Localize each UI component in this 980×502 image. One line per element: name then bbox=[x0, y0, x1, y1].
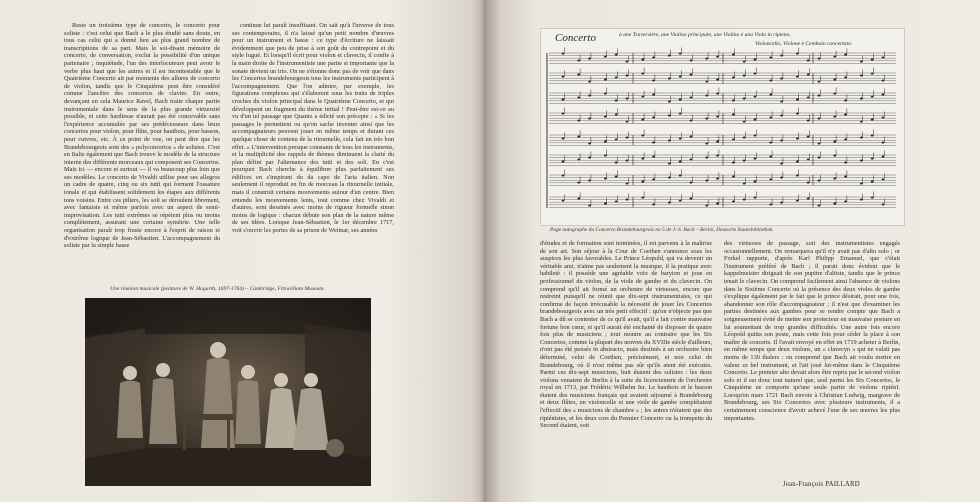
note-head bbox=[732, 100, 735, 102]
note-head bbox=[679, 113, 682, 115]
note-head bbox=[743, 160, 746, 162]
note-head bbox=[732, 201, 735, 203]
note-head bbox=[882, 57, 885, 59]
painting-caption: Une réunion musicale (peinture de W. Hogarth, 1697-1764) – Cambridge, Fitzwilliam Museum. bbox=[110, 286, 325, 292]
score-caption: Page autographe du Concerto Brandebourgeois no 5 de J.-S. Bach – Berlin, Deutsche Staatsbibliothek. bbox=[550, 227, 774, 233]
score-annotation-2: Violoncello, Violone è Cembalo concertato. bbox=[755, 41, 853, 47]
note-head bbox=[705, 180, 708, 182]
note-head bbox=[807, 182, 810, 184]
note-head bbox=[769, 204, 772, 206]
note-head bbox=[780, 115, 783, 117]
note-head bbox=[588, 180, 591, 182]
note-head bbox=[668, 177, 671, 179]
note-head bbox=[796, 200, 799, 202]
note-head bbox=[577, 74, 580, 76]
note-head bbox=[844, 100, 847, 102]
text-column-2 bbox=[232, 22, 394, 276]
note-head bbox=[641, 59, 644, 61]
note-head bbox=[780, 202, 783, 204]
note-head bbox=[882, 204, 885, 206]
note-head bbox=[732, 54, 735, 56]
note-head bbox=[604, 116, 607, 118]
note-head bbox=[743, 199, 746, 201]
note-head bbox=[705, 143, 708, 145]
note-head bbox=[743, 121, 746, 123]
note-head bbox=[769, 179, 772, 181]
note-head bbox=[690, 120, 693, 122]
note-head bbox=[796, 113, 799, 115]
note-head bbox=[860, 183, 863, 185]
note-head bbox=[690, 182, 693, 184]
note-head bbox=[562, 99, 565, 101]
note-head bbox=[615, 176, 618, 178]
note-head bbox=[668, 115, 671, 117]
note-head bbox=[588, 58, 591, 60]
note-head bbox=[780, 177, 783, 179]
note-head bbox=[754, 59, 757, 61]
note-head bbox=[604, 141, 607, 143]
note-head bbox=[679, 76, 682, 78]
note-head bbox=[882, 142, 885, 144]
note-head bbox=[833, 116, 836, 118]
note-head bbox=[716, 116, 719, 118]
score-staves bbox=[541, 29, 904, 225]
note-head bbox=[705, 205, 708, 207]
note-head bbox=[652, 179, 655, 181]
text-column-1 bbox=[64, 22, 220, 276]
note-head bbox=[769, 117, 772, 119]
note-head bbox=[615, 139, 618, 141]
note-head bbox=[882, 117, 885, 119]
score-facsimile bbox=[540, 28, 905, 226]
note-head bbox=[577, 60, 580, 62]
note-head bbox=[807, 198, 810, 200]
note-head bbox=[615, 77, 618, 79]
note-head bbox=[641, 96, 644, 98]
note-head bbox=[796, 99, 799, 101]
note-head bbox=[833, 178, 836, 180]
note-head bbox=[626, 160, 629, 162]
note-head bbox=[807, 159, 810, 161]
note-head bbox=[668, 78, 671, 80]
note-head bbox=[641, 158, 644, 160]
score-annotation-1: à une Traversière, une Violino principale, une Violino è una Viola in ripieno, bbox=[619, 32, 791, 38]
note-head bbox=[641, 119, 644, 121]
note-head bbox=[668, 163, 671, 165]
note-head bbox=[818, 95, 821, 97]
note-head bbox=[754, 181, 757, 183]
text-column-3 bbox=[540, 240, 712, 498]
note-head bbox=[690, 74, 693, 76]
column-2-text: continue lui paraît insuffisant. On sait qu'à l'inverse de tous ses contemporains, il n'a laissé qu'un petit nombre d'œuvres pour un instrument et basse : ce type d'écriture ne laissait évidemment que peu de prise à son goût du contrepoint et du style fugué. Et lorsqu'il écrit pour violon et clavecin, il confie à la main droite de l'instrumentiste une partie si importante que la sonate devient un trio. On ne s'étonne donc pas de voir que dans les Concertos brandebourgeois tous les instruments participent à l'accompagnement. Que l'on admire, par exemple, les figurations complexes qui s'élaborent sous les traits de triples croches du violon principal dans le Quatrième Concerto, et qui développent un fragment du thème initial ! Peut-être est-ce au vu d'un tel passage que Quantz a édicté son précepte : « Si les passages le permettent ou qu'on sache inventer ainsi que les accompagnateurs peuvent jouer en même temps et durant ces quelque chose de contenu de la ritournelle, cela fait un très bon effet. » L'intervention presque constante de tous les instruments, et la multiplicité des rappels de thèmes diminuent la clarté du plan défini par l'alternance des tutti et des soli. En c'est pourquoi Bach cherche à équilibrer plus parfaitement ses édifices en s'inspirant du da capo de l'aria italien. Non seulement il reproduit en fin de morceau la ritournelle initiale, mais il construit certains mouvements autour d'un centre. Bien entendu les mouvements lents, tout comme chez Vivaldi et d'autres, sont dessinés avec moins de rigueur formelle sinon moins de logique : chacun débute son plan de la nature même de ses idées. Lorsque Jean-Sébastien, le 1er décembre 1717, voit s'ouvrir les portes de sa prison de Weimar, ses années bbox=[232, 22, 394, 235]
note-head bbox=[754, 135, 757, 137]
note-head bbox=[604, 93, 607, 95]
note-head bbox=[754, 197, 757, 199]
note-head bbox=[690, 159, 693, 161]
note-head bbox=[562, 175, 565, 177]
note-head bbox=[732, 77, 735, 79]
note-head bbox=[833, 141, 836, 143]
note-head bbox=[615, 162, 618, 164]
note-head bbox=[641, 135, 644, 137]
note-head bbox=[690, 136, 693, 138]
note-head bbox=[668, 101, 671, 103]
score-heading: Concerto bbox=[555, 32, 596, 44]
note-head bbox=[588, 81, 591, 83]
note-head bbox=[818, 157, 821, 159]
note-head bbox=[871, 59, 874, 61]
note-head bbox=[562, 161, 565, 163]
note-head bbox=[716, 141, 719, 143]
note-head bbox=[641, 197, 644, 199]
note-head bbox=[690, 97, 693, 99]
note-head bbox=[705, 81, 708, 83]
note-head bbox=[818, 81, 821, 83]
note-head bbox=[780, 55, 783, 57]
note-head bbox=[604, 178, 607, 180]
note-head bbox=[652, 204, 655, 206]
note-head bbox=[668, 202, 671, 204]
note-head bbox=[732, 139, 735, 141]
note-head bbox=[833, 203, 836, 205]
note-head bbox=[754, 73, 757, 75]
note-head bbox=[668, 140, 671, 142]
note-head bbox=[743, 183, 746, 185]
note-head bbox=[833, 56, 836, 58]
note-head bbox=[577, 136, 580, 138]
text-column-4 bbox=[724, 240, 900, 478]
note-head bbox=[769, 156, 772, 158]
column-1-text: Reste un troisième type de concerto, le concerto pour soliste : c'est celui que Bach a le plus étudié sans doute, en tous cas celui qui a donné lieu au plus grand nombre de transcriptions de sa part. Mais le soi-disant mémoire de concerto, de conversation, exclut la possibilité d'un unique partenaire ; inquiétude, l'un des interlocuteurs peut avoir le verbe plus haut que les autres et il est incontestable que le Quatrième Concerto ait par moments des allures de concerto de violon, tandis que le Cinquième peut être considéré comme l'ancêtre des concertos de clavier. En outre, devançant en cela Maurice Ravel, Bach traite chaque partie instrumentale dans le sens de la plus grande virtuosité possible, et cette hardiesse n'aurait pas été concevable sans l'expérience accumulée par ses prédécesseurs dans leurs concertos pour violon, pour flûte, pour hautbois, pour basson, pour cuivres, etc. À ce point de vue, on peut dire que les Brandebourgeois sont des « polyconcertos » de solistes. C'est en Italie également que Bach trouve le modèle de la structure interne des différents morceaux qui composent ses Concertos. Mais ici — encore et surtout — il va beaucoup plus loin que ses modèles. Le concerto de Vivaldi utilise pour ses allegros un cadre de quatre, cinq ou six tutti qui forment l'ossature tonale et qui établissent solidement les étapes aux différents tons voisins. Entre ces piliers, les soli se déroulent librement, avec fantaisie et même parfois avec un aspect de semi-improvisation. Les tutti extrêmes se répètent plus ou moins complètement, assurant une certaine symétrie. Une telle organisation paraît trop fruste encore à l'esprit de raison et d'extrême logique de Jean-Sébastien. L'accompagnement du soliste par la simple basse bbox=[64, 22, 220, 250]
note-head bbox=[780, 140, 783, 142]
note-head bbox=[796, 175, 799, 177]
note-head bbox=[652, 94, 655, 96]
note-head bbox=[844, 114, 847, 116]
note-head bbox=[588, 118, 591, 120]
note-head bbox=[780, 78, 783, 80]
note-head bbox=[652, 80, 655, 82]
note-head bbox=[690, 60, 693, 62]
note-head bbox=[577, 159, 580, 161]
note-head bbox=[562, 113, 565, 115]
note-head bbox=[818, 205, 821, 207]
note-head bbox=[754, 158, 757, 160]
note-head bbox=[615, 201, 618, 203]
note-head bbox=[780, 163, 783, 165]
note-head bbox=[604, 155, 607, 157]
note-head bbox=[743, 98, 746, 100]
note-head bbox=[743, 61, 746, 63]
note-head bbox=[796, 138, 799, 140]
note-head bbox=[754, 119, 757, 121]
note-head bbox=[652, 117, 655, 119]
note-head bbox=[844, 201, 847, 203]
note-head bbox=[577, 120, 580, 122]
note-head bbox=[818, 58, 821, 60]
note-head bbox=[652, 156, 655, 158]
note-head bbox=[769, 142, 772, 144]
note-head bbox=[668, 55, 671, 57]
note-head bbox=[844, 176, 847, 178]
note-head bbox=[626, 121, 629, 123]
note-head bbox=[716, 155, 719, 157]
note-head bbox=[882, 80, 885, 82]
note-head bbox=[615, 100, 618, 102]
note-head bbox=[871, 135, 874, 137]
note-head bbox=[796, 76, 799, 78]
note-head bbox=[871, 181, 874, 183]
note-head bbox=[604, 203, 607, 205]
note-head bbox=[844, 162, 847, 164]
note-head bbox=[871, 73, 874, 75]
note-head bbox=[732, 114, 735, 116]
note-head bbox=[844, 54, 847, 56]
note-head bbox=[577, 182, 580, 184]
column-3-text: d'études et de formation sont terminées, il est parvenu à la maîtrise de son art. Son séjour à la Cour de Coethen s'annonce sous les auspices les plus favorables. Le Prince Léopold, qui va devenir un véritable ami, n'aime pas seulement la musique, il la pratique avec habileté : il possède une agréable voix de baryton et joue en professionnel du violon, de la viole de gambe et du clavecin. On comprend qu'il ait formé un orchestre de virtuoses, encore que restreint puisqu'il ne réunit que dix-sept instrumentistes, ce qui confirme de façon irrécusable la nécessité de jouer les Concertos brandebourgeois avec un très petit effectif : qu'on n'objecte pas que Bach a dû se contenter de ce qu'il avait, qu'il a fait contre mauvaise fortune bon cœur, et qu'il aurait été enchanté de disposer de quatre fois plus de musiciens ; tout montre au contraire que les Six Concertos, comme la plupart des œuvres du XVIIIe siècle d'ailleurs, n'ont pas été pensés in abstracto, mais destinés à un orchestre bien déterminé, celui de Coethen, précisément, et non celui de Brandebourg, où il n'est même pas sûr qu'ils aient été exécutés. Parmi ces dix-sept musiciens, huit étaient des solistes : les deux violons venaient de Berlin à la suite du licenciement de l'orchestre royal en 1713, par Frédéric Wilhelm Ier. Le hautbois et le basson étaient des musiciens français qui avaient séjourné à Brandebourg et deux flûtes, un violoncelle et une viole de gambe complétaient l'effectif des « musiciens de chambre » ; les autres n'étaient que des ripiénistes, et les deux cors du Premier Concerto ou la trompette du Second étaient, soit bbox=[540, 240, 712, 430]
note-head bbox=[716, 93, 719, 95]
note-head bbox=[860, 121, 863, 123]
note-head bbox=[860, 137, 863, 139]
note-head bbox=[652, 57, 655, 59]
note-head bbox=[882, 156, 885, 158]
note-head bbox=[818, 118, 821, 120]
note-head bbox=[588, 95, 591, 97]
note-head bbox=[562, 53, 565, 55]
note-head bbox=[626, 137, 629, 139]
note-head bbox=[604, 56, 607, 58]
note-head bbox=[860, 160, 863, 162]
note-head bbox=[679, 175, 682, 177]
note-head bbox=[577, 198, 580, 200]
column-4-text: des virtuoses de passage, soit des instrumentistes engagés occasionnellement. On remarquera qu'il n'y avait pas d'alto solo ; or Forkel rapporte, d'après Karl Philipp Emanuel, que c'était l'instrument préféré de Bach ; il parait donc évident que le kappelmeister dirigeait de son pupitre d'altiste, tandis que le prince tenait le clavecin. On comprend facilement ainsi l'absence de violons dans le Sixième Concerto où la présence des deux violes de gambe s'explique également par le fait que le prince désirait, pour une fois, abandonner son rôle d'accompagnateur ; il n'est que d'examiner les parties destinées aux gambes pour se rendre compte que Bach a soigneusement évité de mettre son protecteur en mauvaise posture en lui soumettant de trop grandes difficultés. Une autre fois encore Léopold quitta son poste, mais cette fois pour céder la place à son maître de concerts. Il l'avait envoyé en effet en 1719 acheter à Berlin, en même temps que deux violons, un « clavecyn » qui ne valait pas moins de 130 thalers : on comprend que Bach ait voulu mettre en valeur ce bel instrument, et l'ait joué lui-même dans le Cinquième Concerto. Le premier alto devait alors être repris par le second violon solo et il est donc tout naturel que, seul parmi les Six Concertos, le Cinquième ne comporte qu'une seule partie de violons ripiénI. Lorsqu'en mars 1721 Bach envoie à Christian Ludwig, margrave de Brandebourg, ses Six Concertos avec plusieurs instruments, il a certainement conscience d'avoir achevé l'une de ses œuvres les plus importantes. bbox=[724, 240, 900, 422]
note-head bbox=[732, 162, 735, 164]
note-head bbox=[769, 94, 772, 96]
note-head bbox=[807, 120, 810, 122]
note-head bbox=[882, 94, 885, 96]
note-head bbox=[679, 138, 682, 140]
note-head bbox=[860, 199, 863, 201]
note-head bbox=[860, 75, 863, 77]
note-head bbox=[769, 57, 772, 59]
note-head bbox=[562, 138, 565, 140]
note-head bbox=[588, 205, 591, 207]
note-head bbox=[626, 61, 629, 63]
note-head bbox=[716, 56, 719, 58]
note-head bbox=[871, 119, 874, 121]
note-head bbox=[780, 101, 783, 103]
note-head bbox=[604, 79, 607, 81]
note-head bbox=[796, 161, 799, 163]
note-head bbox=[562, 200, 565, 202]
note-head bbox=[577, 97, 580, 99]
note-head bbox=[871, 96, 874, 98]
note-head bbox=[833, 93, 836, 95]
note-head bbox=[716, 203, 719, 205]
note-head bbox=[743, 137, 746, 139]
note-head bbox=[705, 58, 708, 60]
note-head bbox=[652, 142, 655, 144]
note-head bbox=[860, 61, 863, 63]
note-head bbox=[641, 73, 644, 75]
note-head bbox=[818, 143, 821, 145]
note-head bbox=[807, 60, 810, 62]
note-head bbox=[626, 98, 629, 100]
note-head bbox=[679, 161, 682, 163]
note-head bbox=[871, 158, 874, 160]
note-head bbox=[818, 180, 821, 182]
painting-scene bbox=[85, 298, 371, 486]
note-head bbox=[690, 198, 693, 200]
note-head bbox=[679, 53, 682, 55]
note-head bbox=[705, 118, 708, 120]
painting-image bbox=[85, 298, 371, 486]
note-head bbox=[641, 181, 644, 183]
note-head bbox=[743, 75, 746, 77]
note-head bbox=[844, 139, 847, 141]
note-head bbox=[626, 183, 629, 185]
note-head bbox=[807, 136, 810, 138]
note-head bbox=[588, 143, 591, 145]
note-head bbox=[732, 176, 735, 178]
note-head bbox=[754, 96, 757, 98]
note-head bbox=[769, 80, 772, 82]
author-signature: Jean-François PAILLARD bbox=[783, 481, 860, 488]
note-head bbox=[807, 74, 810, 76]
note-head bbox=[882, 179, 885, 181]
note-head bbox=[626, 199, 629, 201]
note-head bbox=[807, 97, 810, 99]
note-head bbox=[716, 79, 719, 81]
note-head bbox=[860, 98, 863, 100]
note-head bbox=[615, 114, 618, 116]
note-head bbox=[705, 157, 708, 159]
note-head bbox=[679, 99, 682, 101]
note-head bbox=[626, 75, 629, 77]
note-head bbox=[588, 157, 591, 159]
note-head bbox=[833, 155, 836, 157]
note-head bbox=[615, 54, 618, 56]
note-head bbox=[716, 178, 719, 180]
note-head bbox=[562, 76, 565, 78]
note-head bbox=[833, 79, 836, 81]
note-head bbox=[705, 95, 708, 97]
note-head bbox=[796, 53, 799, 55]
note-head bbox=[844, 77, 847, 79]
note-head bbox=[871, 197, 874, 199]
note-head bbox=[679, 200, 682, 202]
